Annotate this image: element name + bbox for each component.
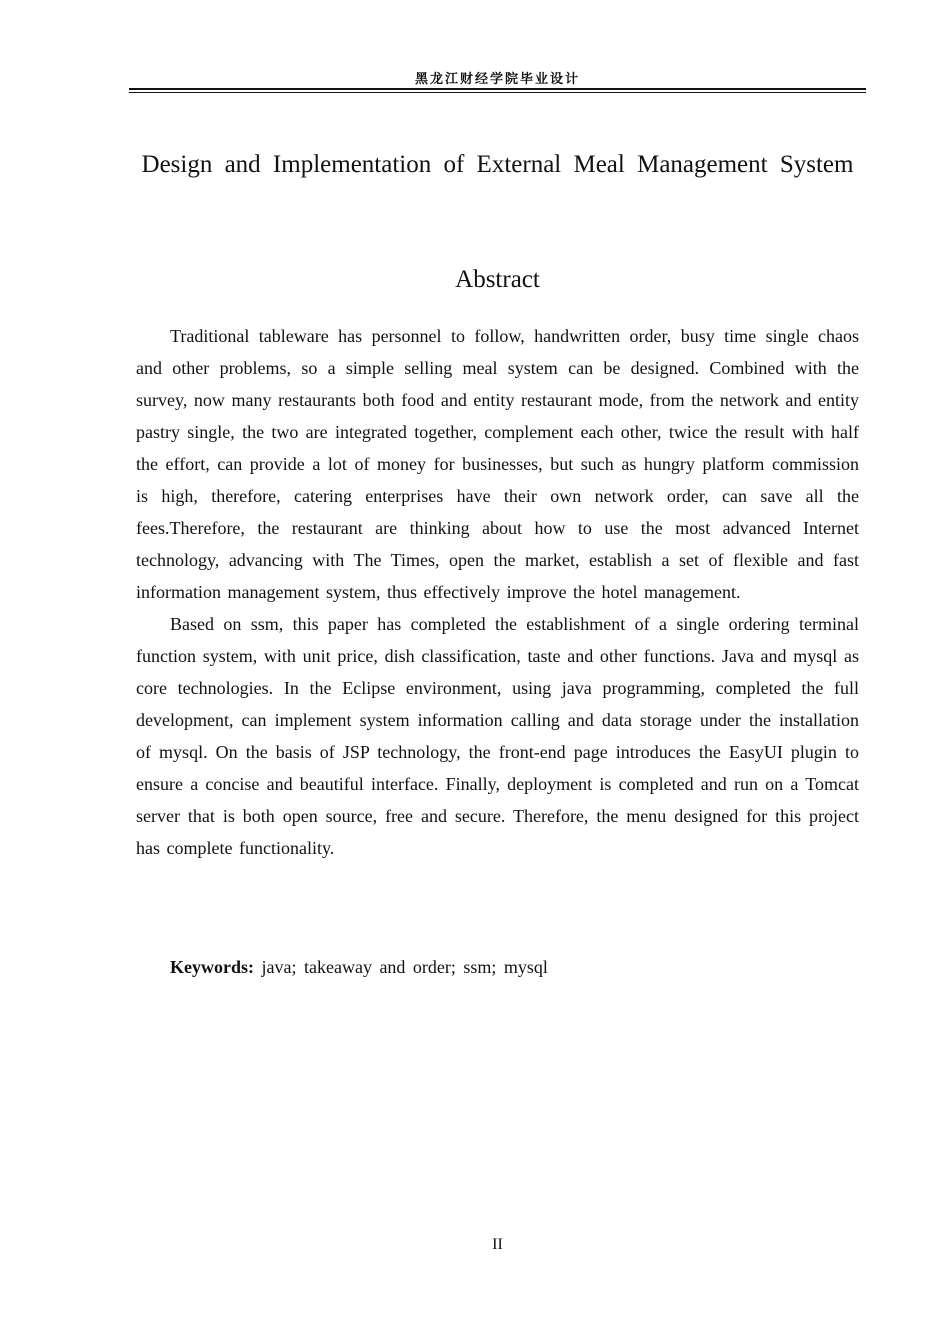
- abstract-heading: Abstract: [455, 266, 540, 293]
- keywords-label: Keywords:: [170, 957, 254, 977]
- abstract-paragraph-1: Traditional tableware has personnel to follow, handwritten order, busy time single chaos and other problems, so a simple selling meal system can be designed. Combined with the survey, now many restaurants both food and entity restaurant mode, from the network and entity pastry single, the two are integrated together, complement each other, twice the result with half the effort, can provide a lot of money for businesses, but such as hungry platform commission is high, therefore, catering enterprises have their own network order, can save all the fees.Therefore, the restaurant are thinking about how to use the most advanced Internet technology, advancing with The Times, open the market, establish a set of flexible and fast information management system, thus effectively improve the hotel management.: [136, 326, 859, 602]
- keywords-value: java; takeaway and order; ssm; mysql: [261, 957, 548, 977]
- page-header: 黑龙江财经学院毕业设计: [414, 72, 580, 87]
- keywords-line: [170, 951, 548, 983]
- abstract-paragraph-2: Based on ssm, this paper has completed the establishment of a single ordering terminal function system, with unit price, dish classification, taste and other functions. Java and mysql as core technologies. In the Eclipse environment, using java programming, completed the full development, can implement system information calling and data storage under the installation of mysql. On the basis of JSP technology, the front-end page introduces the EasyUI plugin to ensure a concise and beautiful interface. Finally, deployment is completed and run on a Tomcat server that is both open source, free and secure. Therefore, the menu designed for this project has complete functionality.: [136, 614, 859, 858]
- header-rule-thin: [129, 92, 866, 93]
- paper-title: Design and Implementation of External Meal Management System: [141, 151, 854, 178]
- abstract-body: [136, 320, 859, 864]
- header-rule-thick: [129, 88, 866, 90]
- page-number: II: [492, 1236, 503, 1253]
